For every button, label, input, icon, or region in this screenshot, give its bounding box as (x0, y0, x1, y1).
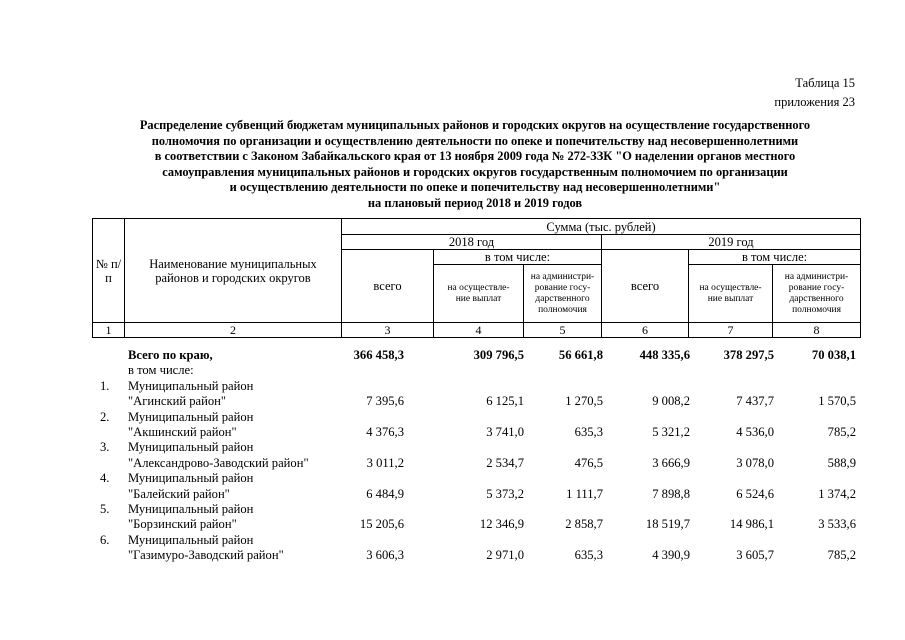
col-number: 3 (342, 323, 434, 338)
row-name-line1: Муниципальный район (128, 409, 254, 424)
row-value: 5 373,2 (486, 486, 524, 501)
table-number: Таблица 15 (795, 76, 855, 90)
row-value: 14 986,1 (729, 517, 774, 532)
row-number: 1. (100, 378, 110, 393)
col-number: 8 (773, 323, 861, 338)
title-line: и осуществлению деятельности по опеке и попечительству над несовершеннолетними" (229, 180, 721, 195)
summary-value: 309 796,5 (473, 348, 524, 362)
header-including-2018: в том числе: (434, 250, 602, 265)
table-row-values (92, 394, 860, 409)
row-value: 3 666,9 (652, 455, 690, 470)
col-number: 1 (93, 323, 125, 338)
col-number: 6 (602, 323, 689, 338)
row-value: 3 605,7 (736, 548, 774, 563)
table-row-values (92, 456, 860, 471)
table-row-values (92, 548, 860, 563)
header-payments-2019: на осуществле-ние выплат (689, 265, 773, 323)
summary-label: Всего по краю, (128, 348, 213, 362)
table-row (92, 502, 860, 517)
row-value: 4 376,3 (366, 425, 404, 439)
row-value: 6 484,9 (366, 486, 404, 501)
header-including-2019: в том числе: (689, 250, 861, 265)
row-value: 785,2 (827, 425, 856, 439)
title-line: Распределение субвенций бюджетам муниципальных районов и городских округов на осуществление государственного (139, 118, 811, 132)
row-name-line1: Муниципальный район (128, 471, 254, 486)
row-name-line2: "Акшинский район" (128, 425, 237, 439)
row-value: 3 606,3 (366, 548, 404, 563)
row-number: 5. (100, 502, 110, 516)
summary-value: 366 458,3 (353, 348, 404, 362)
row-value: 1 374,2 (818, 486, 856, 501)
header-sum: Сумма (тыс. рублей) (342, 219, 861, 235)
header-payments-2018: на осуществле-ние выплат (434, 265, 524, 323)
row-number: 3. (100, 440, 110, 455)
table-row-values (92, 487, 860, 502)
row-name-line1: Муниципальный район (128, 440, 254, 455)
row-value: 1 570,5 (818, 394, 856, 409)
row-name-line2: "Борзинский район" (128, 517, 237, 532)
col-number: 4 (434, 323, 524, 338)
summary-sub-row (92, 363, 860, 378)
row-value: 476,5 (574, 455, 603, 470)
summary-value: 56 661,8 (558, 348, 603, 362)
row-value: 588,9 (827, 455, 856, 470)
row-value: 1 111,7 (566, 486, 603, 501)
row-value: 1 270,5 (565, 394, 603, 409)
summary-value: 70 038,1 (811, 348, 856, 362)
row-value: 7 437,7 (736, 394, 774, 409)
summary-sub-label: в том числе: (128, 363, 194, 378)
header-name: Наименование муниципальных районов и городских округов (125, 219, 342, 323)
row-value: 6 125,1 (486, 394, 524, 409)
table-row (92, 533, 860, 548)
title-line: самоуправления муниципальных районов и городских округов государственным полномочием по организации (162, 164, 788, 179)
header-total-2019: всего (602, 250, 689, 323)
row-value: 2 858,7 (565, 517, 603, 532)
row-value: 635,3 (574, 425, 603, 439)
row-value: 7 898,8 (652, 486, 690, 501)
row-name-line2: "Агинский район" (128, 394, 227, 409)
summary-row (92, 348, 860, 363)
title-line: полномочия по организации и осуществлению деятельности по опеке и попечительству над несовершеннолетними (151, 133, 799, 148)
row-number: 4. (100, 471, 110, 486)
row-value: 3 533,6 (818, 517, 856, 532)
title-line: на плановый период 2018 и 2019 годов (367, 195, 583, 210)
row-name-line2: "Газимуро-Заводский район" (128, 548, 284, 563)
row-value: 7 395,6 (366, 394, 404, 409)
header-admin-2018: на администри-рование госу-дарственного полномочия (524, 265, 602, 323)
col-number: 2 (125, 323, 342, 338)
title-line: в соответствии с Законом Забайкальского края от 13 ноября 2009 года № 272-ЗЗК "О наделении органов местного (154, 149, 796, 164)
appendix-number: приложения 23 (774, 95, 855, 109)
row-value: 15 205,6 (359, 517, 404, 532)
row-number: 6. (100, 532, 110, 547)
row-name-line2: "Балейский район" (128, 486, 230, 501)
row-value: 9 008,2 (652, 394, 690, 409)
row-value: 4 390,9 (652, 548, 690, 563)
row-value: 18 519,7 (645, 517, 690, 532)
row-value: 3 741,0 (486, 425, 524, 439)
header-num: № п/п (93, 219, 125, 323)
row-value: 12 346,9 (479, 517, 524, 532)
header-total-2018: всего (342, 250, 434, 323)
row-value: 785,2 (827, 548, 856, 563)
table-row (92, 440, 860, 455)
row-value: 635,3 (574, 548, 603, 563)
header-year-2019: 2019 год (602, 235, 861, 250)
row-value: 3 078,0 (736, 455, 774, 470)
table-row (92, 379, 860, 394)
summary-value: 448 335,6 (639, 348, 690, 362)
row-value: 2 971,0 (486, 548, 524, 563)
row-value: 2 534,7 (486, 455, 524, 470)
header-year-2018: 2018 год (342, 235, 602, 250)
row-name-line1: Муниципальный район (128, 532, 254, 547)
table-row-values (92, 425, 860, 440)
table-header (92, 218, 861, 338)
header-admin-2019: на администри-рование госу-дарственного полномочия (773, 265, 861, 323)
table-row (92, 410, 860, 425)
row-value: 5 321,2 (652, 425, 690, 439)
summary-value: 378 297,5 (723, 348, 774, 362)
row-number: 2. (100, 409, 110, 424)
row-name-line2: "Александрово-Заводский район" (128, 455, 309, 470)
col-number: 7 (689, 323, 773, 338)
col-number: 5 (524, 323, 602, 338)
row-name-line1: Муниципальный район (128, 378, 254, 393)
table-row (92, 471, 860, 486)
row-name-line1: Муниципальный район (128, 502, 254, 516)
row-value: 6 524,6 (736, 486, 774, 501)
row-value: 3 011,2 (366, 455, 404, 470)
row-value: 4 536,0 (736, 425, 774, 439)
table-row-values (92, 517, 860, 532)
document-title (70, 118, 880, 212)
